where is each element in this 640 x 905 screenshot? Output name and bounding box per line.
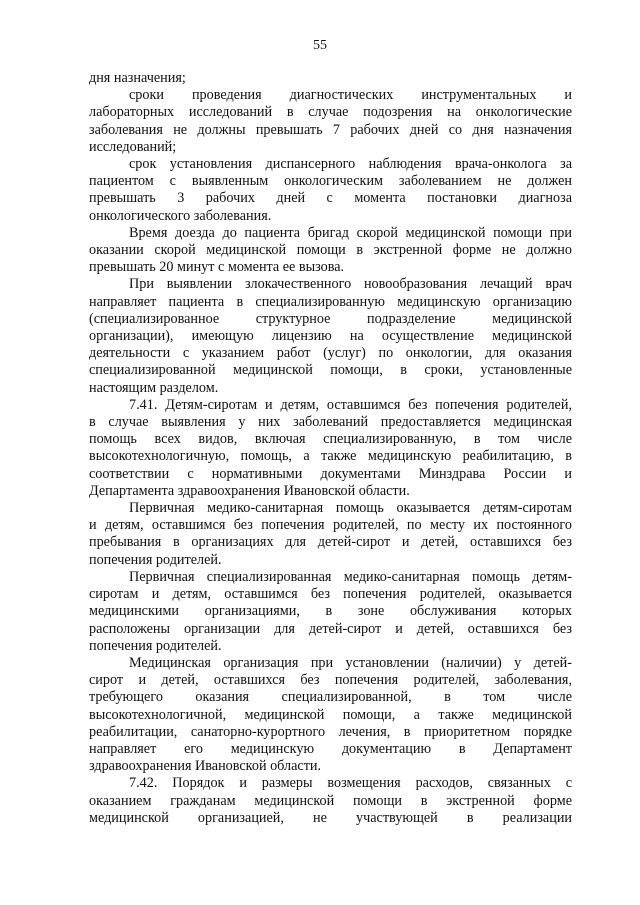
text-line: онкологического заболевания. [89, 207, 272, 224]
text-line: Первичная медико-санитарная помощь оказывается детям-сиротам [129, 500, 572, 517]
text-line: дня назначения; [89, 70, 186, 86]
text-line: соответствии с нормативными документами Минздрава России и [89, 465, 572, 482]
text-line: реабилитации, санаторно-курортного лечения, в приоритетном порядке [89, 723, 572, 740]
document-body [89, 70, 572, 827]
text-line: помощь всех видов, включая специализированную, в том числе [89, 431, 572, 448]
text-line: и детям, оставшимся без попечения родителей, по месту их постоянного [89, 517, 572, 534]
paragraph [89, 225, 572, 277]
text-line: Первичная специализированная медико-санитарная помощь детям- [129, 568, 572, 585]
text-line: пребывания в организациях для детей-сирот и детей, оставшихся без [89, 534, 572, 551]
paragraph [89, 569, 572, 655]
text-line: сирот и детей, оставшихся без попечения родителей, заболевания, [89, 672, 572, 689]
text-line: 7.41. Детям-сиротам и детям, оставшимся без попечения родителей, [129, 396, 572, 413]
text-line: пациентом с выявленным онкологическим заболеванием не должен [89, 173, 572, 190]
paragraph [89, 87, 572, 156]
text-line: сиротам и детям, оставшимся без попечения родителей, оказывается [89, 586, 572, 603]
text-line: попечения родителей. [89, 551, 222, 568]
paragraph [89, 156, 572, 225]
text-line: оказании скорой медицинской помощи в экстренной форме не должно [89, 242, 572, 259]
text-line: исследований; [89, 138, 177, 155]
text-line: высокотехнологичной, медицинской помощи, а также медицинской [89, 706, 572, 723]
text-line: Медицинская организация при установлении (наличии) у детей- [129, 654, 572, 671]
text-line: попечения родителей. [89, 637, 222, 654]
paragraph [89, 276, 572, 396]
text-line: сроки проведения диагностических инструментальных и [129, 87, 572, 104]
text-line: медицинскими организациями, в зоне обслуживания которых [89, 603, 572, 620]
text-line: превышать 3 рабочих дней с момента постановки диагноза [89, 190, 572, 207]
text-line: специализированной медицинской помощи, в сроки, установленные [89, 362, 572, 379]
text-line: заболевания не должны превышать 7 рабочих дней со дня назначения [89, 121, 572, 138]
text-line: (специализированное структурное подразделение медицинской [89, 310, 572, 327]
text-line: здравоохранения Ивановской области. [89, 758, 322, 775]
text-line: в случае выявления у них заболеваний предоставляется медицинская [89, 414, 572, 431]
text-line: организации), имеющую лицензию на осуществление медицинской [89, 328, 572, 345]
text-line: оказанием гражданам медицинской помощи в экстренной форме [89, 792, 572, 809]
text-line: высокотехнологичную, помощь, а также медицинскую реабилитацию, в [89, 448, 572, 465]
text-line: деятельности с указанием работ (услуг) по онкологии, для оказания [89, 345, 572, 362]
text-line: Департамента здравоохранения Ивановской области. [89, 482, 410, 499]
text-line: расположены организации для детей-сирот и детей, оставшихся без [89, 620, 572, 637]
text-line: 7.42. Порядок и размеры возмещения расходов, связанных с [129, 775, 572, 792]
text-line: направляет пациента в специализированную медицинскую организацию [89, 293, 572, 310]
text-line: превышать 20 минут с момента ее вызова. [89, 259, 345, 276]
text-line: медицинской организацией, не участвующей в реализации [89, 809, 572, 826]
paragraph [89, 397, 572, 500]
paragraph [89, 70, 572, 87]
paragraph [89, 775, 572, 827]
page-number: 55 [313, 38, 327, 53]
text-line: срок установления диспансерного наблюдения врача-онколога за [129, 156, 572, 173]
text-line: направляет его медицинскую документацию в Департамент [89, 740, 572, 757]
paragraph [89, 655, 572, 775]
text-line: Время доезда до пациента бригад скорой медицинской помощи при [129, 224, 572, 241]
text-line: настоящим разделом. [89, 379, 219, 396]
text-line: требующего оказания специализированной, в том числе [89, 689, 572, 706]
text-line: При выявлении злокачественного новообразования лечащий врач [129, 276, 572, 293]
paragraph [89, 500, 572, 569]
text-line: лабораторных исследований в случае подозрения на онкологические [89, 104, 572, 121]
